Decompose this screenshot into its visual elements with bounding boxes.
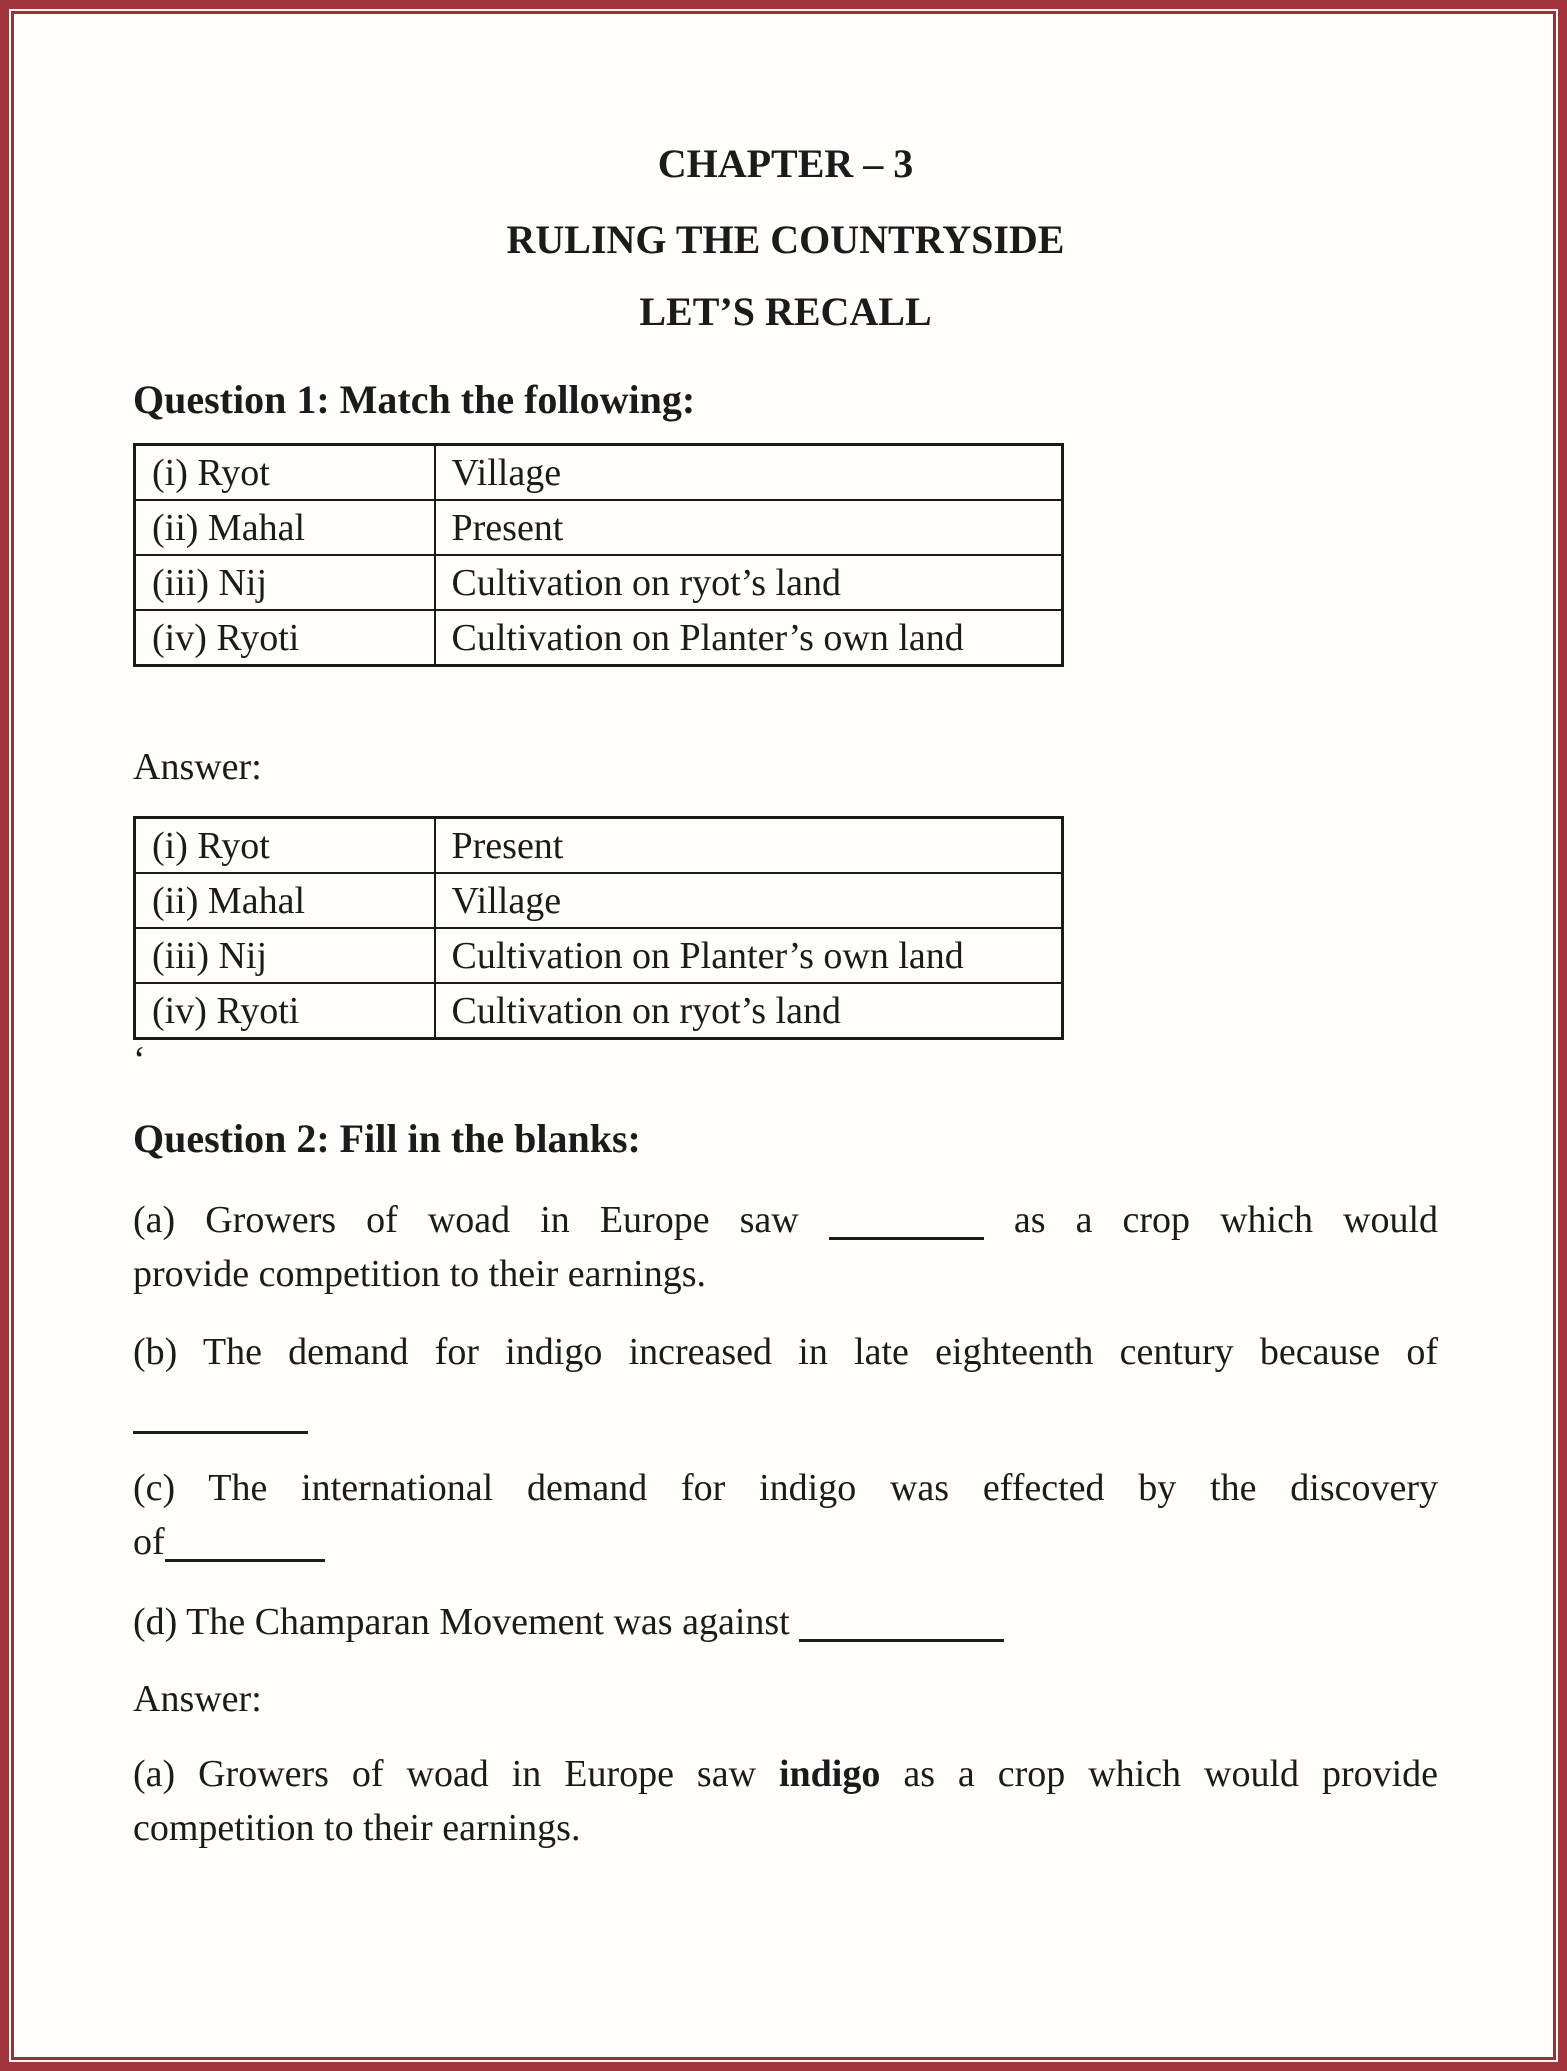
table-cell: Cultivation on Planter’s own land	[435, 928, 1063, 983]
table-cell: Present	[435, 818, 1063, 874]
section-title: LET’S RECALL	[639, 289, 932, 334]
fill-blank-item-a	[133, 1193, 1438, 1301]
stray-quote-mark: ‘	[133, 1039, 146, 1081]
text-line	[133, 1387, 1438, 1441]
table-row	[135, 873, 1063, 928]
table-cell: (iii) Nij	[135, 928, 435, 983]
match-the-following-table	[133, 443, 1064, 667]
table-cell: Present	[435, 500, 1063, 555]
bold-answer-word: indigo	[778, 1753, 881, 1795]
standalone-blank-line	[133, 1387, 1438, 1441]
chapter-name: RULING THE COUNTRYSIDE	[506, 217, 1065, 262]
table-cell: Village	[435, 445, 1063, 501]
text-line	[133, 1747, 1438, 1801]
page-inner-frame	[11, 11, 1556, 2060]
table-row	[135, 555, 1063, 610]
table-cell: (ii) Mahal	[135, 500, 435, 555]
table-row	[135, 610, 1063, 666]
fill-blank-item-c	[133, 1461, 1438, 1569]
question1-heading: Question 1: Match the following:	[133, 377, 696, 422]
answer-table	[133, 816, 1064, 1040]
fill-blank-item-d	[133, 1595, 1438, 1649]
table-cell: (i) Ryot	[135, 445, 435, 501]
table-row	[135, 445, 1063, 501]
text-segment: (a) Growers of woad in Europe saw	[133, 1753, 757, 1795]
table-row	[135, 818, 1063, 874]
chapter-title: CHAPTER – 3	[657, 141, 914, 186]
text-line	[133, 1595, 1438, 1649]
table-cell: (iv) Ryoti	[135, 983, 435, 1039]
text-line: competition to their earnings.	[133, 1807, 581, 1849]
text-segment: of	[133, 1521, 165, 1563]
answer1-label: Answer:	[133, 746, 262, 788]
blank-underline	[829, 1235, 984, 1240]
fill-blank-item-b	[133, 1325, 1438, 1379]
blank-underline	[799, 1637, 1004, 1642]
question2-heading: Question 2: Fill in the blanks:	[133, 1116, 641, 1161]
blank-underline	[165, 1557, 325, 1562]
answer2-item-a	[133, 1747, 1438, 1855]
text-segment: as a crop which would provide	[903, 1753, 1439, 1795]
page-content	[14, 14, 1553, 1855]
table-cell: (iv) Ryoti	[135, 610, 435, 666]
table-row	[135, 983, 1063, 1039]
table-cell: Village	[435, 873, 1063, 928]
text-line: provide competition to their earnings.	[133, 1253, 707, 1295]
table-cell: Cultivation on ryot’s land	[435, 983, 1063, 1039]
table-cell: Cultivation on ryot’s land	[435, 555, 1063, 610]
text-line	[133, 1193, 1438, 1247]
table-cell: (iii) Nij	[135, 555, 435, 610]
blank-underline	[133, 1429, 308, 1434]
text-line	[133, 1515, 1438, 1569]
table-cell: Cultivation on Planter’s own land	[435, 610, 1063, 666]
answer2-label: Answer:	[133, 1678, 262, 1720]
table-cell: (i) Ryot	[135, 818, 435, 874]
text-segment: as a crop which would	[1013, 1199, 1439, 1241]
text-line: (b) The demand for indigo increased in late eighteenth century because of	[133, 1331, 1438, 1373]
table-cell: (ii) Mahal	[135, 873, 435, 928]
text-line: (c) The international demand for indigo was effected by the discovery	[133, 1467, 1438, 1509]
text-segment: (d) The Champaran Movement was against	[133, 1601, 790, 1643]
table-row	[135, 928, 1063, 983]
text-segment: (a) Growers of woad in Europe saw	[133, 1199, 799, 1241]
table-row	[135, 500, 1063, 555]
